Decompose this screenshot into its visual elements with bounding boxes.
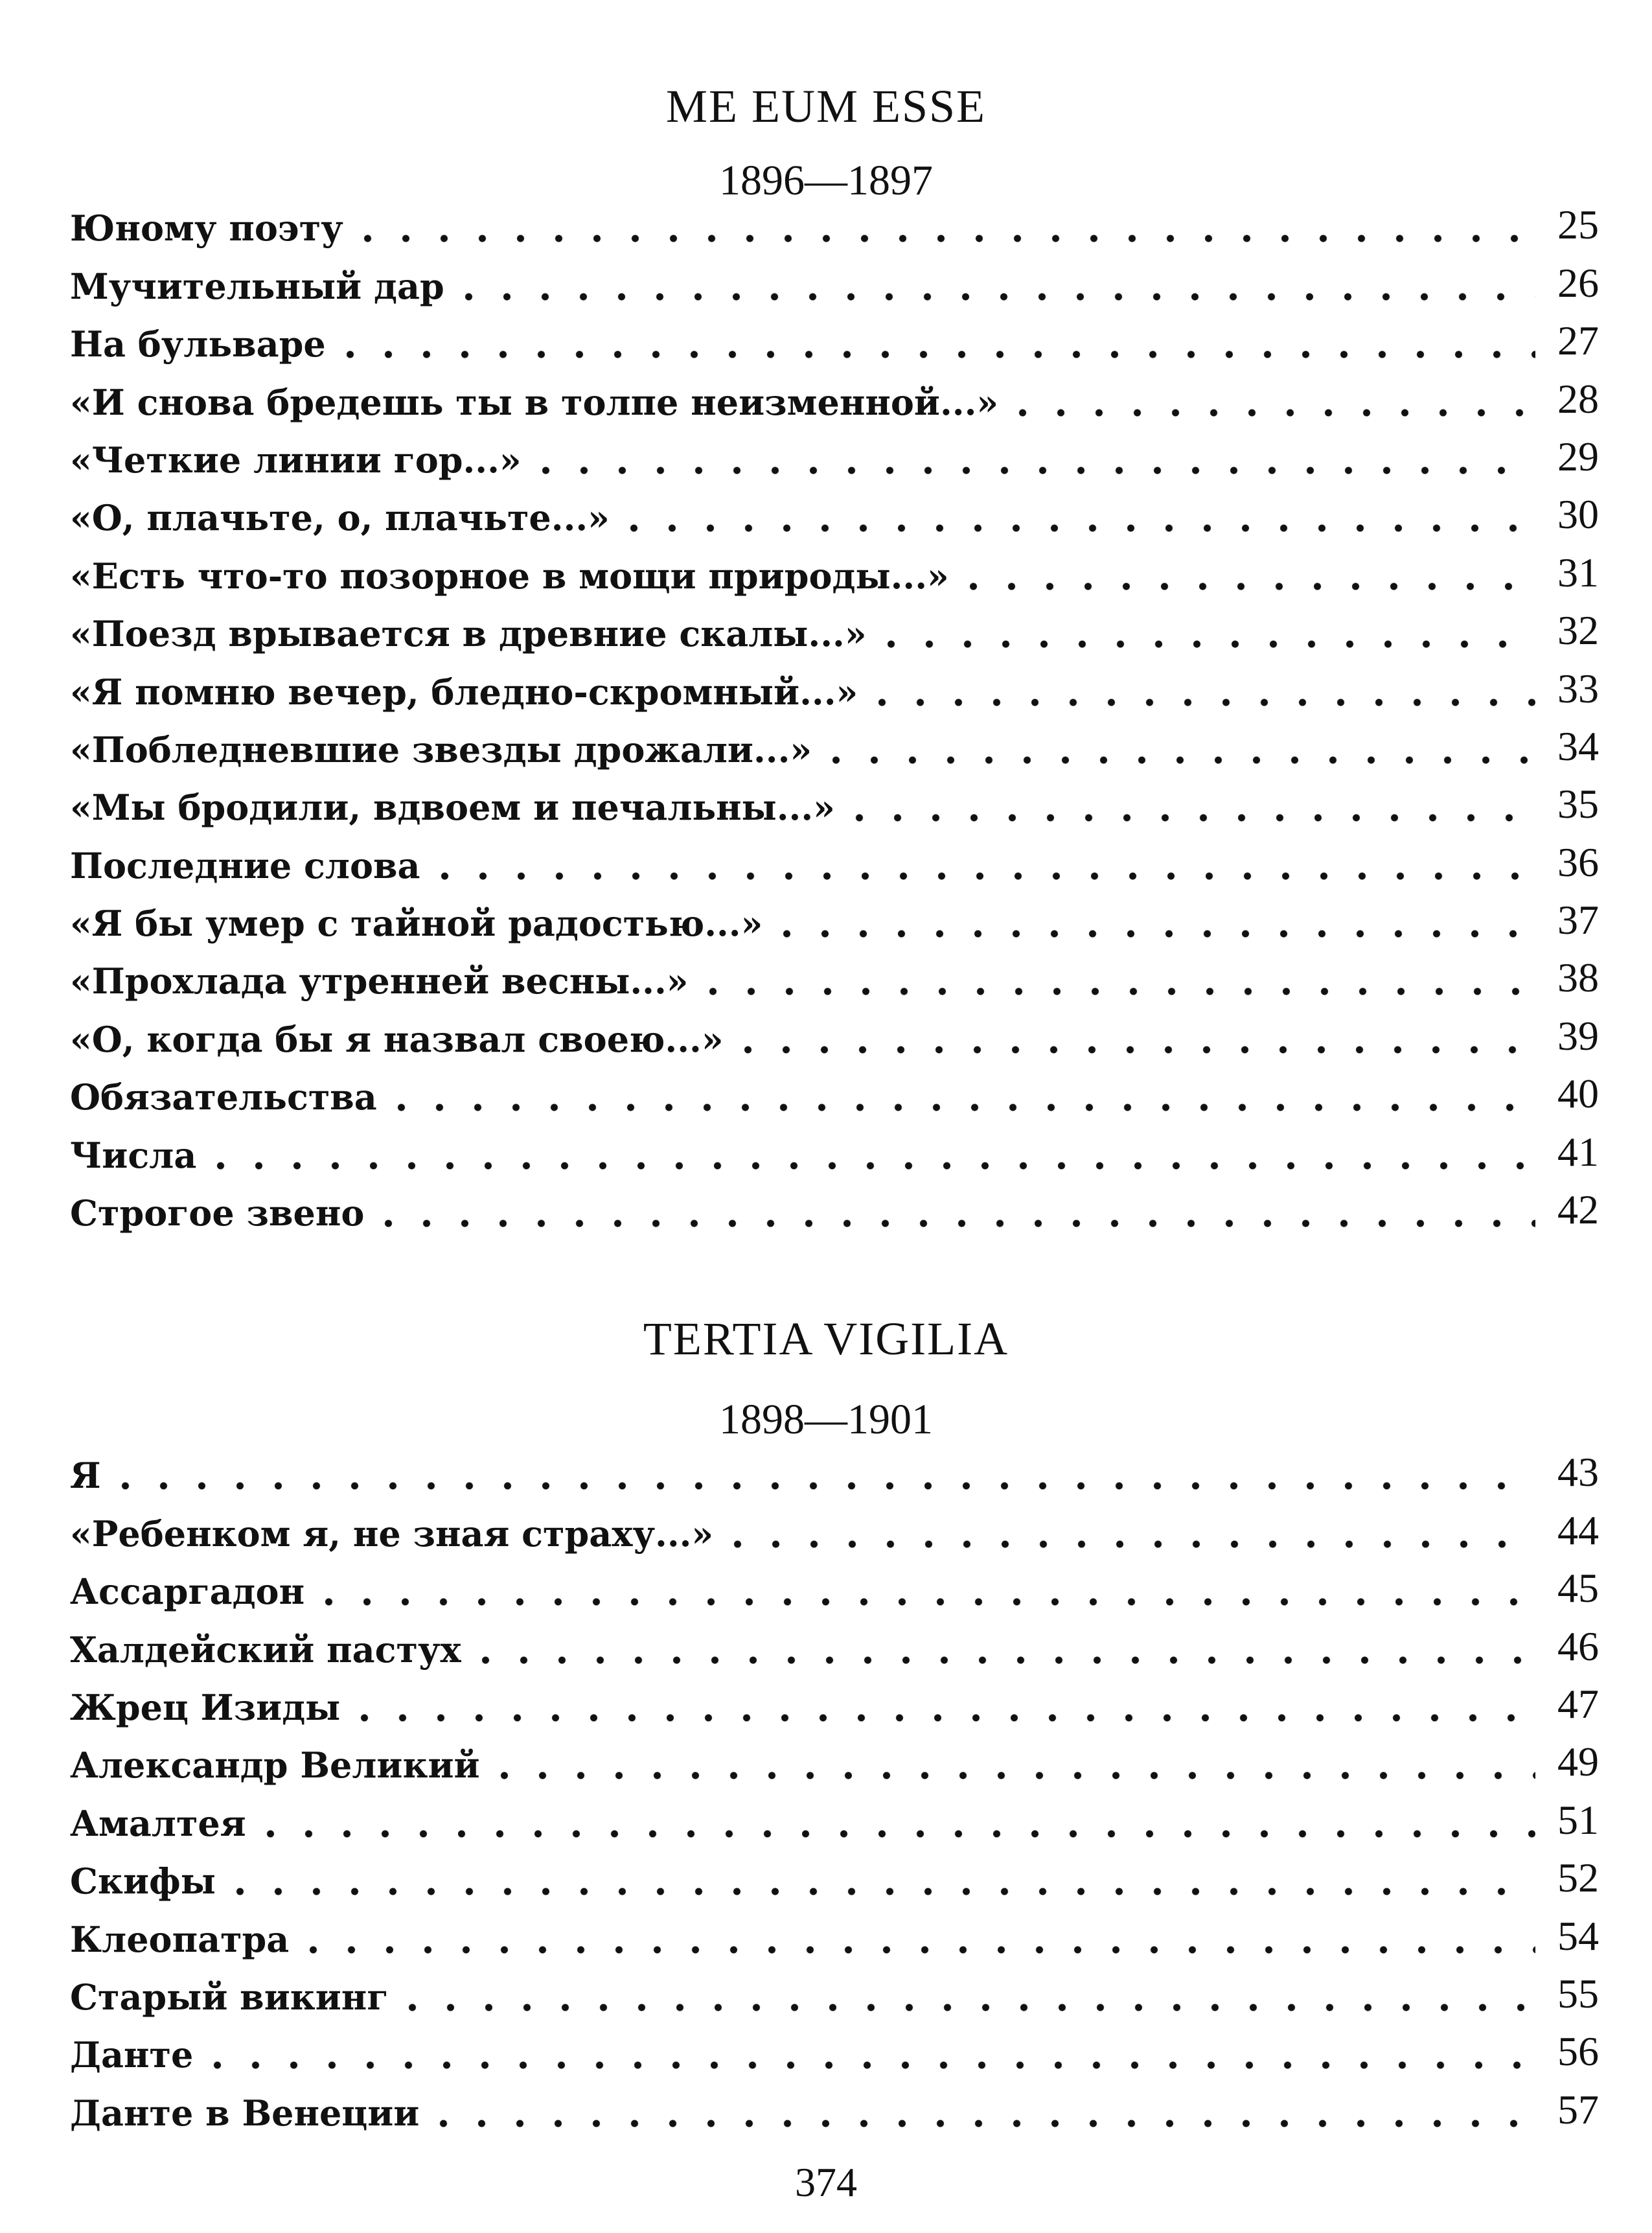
toc-entry-title: Жрец Изиды xyxy=(70,1690,345,1725)
toc-dot-leader xyxy=(694,964,1535,999)
toc-entry-page-number: 25 xyxy=(1557,202,1599,248)
toc-entry-title: Клеопатра xyxy=(70,1922,294,1957)
toc-dot-leader xyxy=(817,732,1535,767)
toc-dot-leader xyxy=(729,1022,1535,1057)
toc-dot-leader xyxy=(424,2096,1535,2131)
toc-entry-page-number: 39 xyxy=(1557,1012,1599,1059)
toc-entry xyxy=(70,1057,1599,1118)
toc-entry-title: Александр Великий xyxy=(70,1748,485,1783)
toc-entry xyxy=(70,999,1599,1060)
toc-entry-title: Юному поэту xyxy=(70,211,349,246)
toc-entry-page-number: 36 xyxy=(1557,839,1599,885)
toc-dot-leader xyxy=(251,1806,1535,1841)
toc-entry-title: «О, когда бы я назвал своею...» xyxy=(70,1022,729,1057)
toc-entry-page-number: 44 xyxy=(1557,1507,1599,1553)
toc-dot-leader xyxy=(615,500,1535,535)
toc-entry-page-number: 33 xyxy=(1557,665,1599,712)
toc-entry-title: «И снова бредешь ты в толпе неизменной...» xyxy=(70,385,1004,420)
toc-entry xyxy=(70,1493,1599,1555)
toc-entry-title: «Четкие линии гор...» xyxy=(70,443,527,478)
toc-list-me-eum-esse xyxy=(70,188,1599,1234)
toc-dot-leader xyxy=(426,848,1535,883)
section-title-me-eum-esse: ME EUM ESSE xyxy=(665,80,987,132)
toc-entry-page-number: 40 xyxy=(1557,1070,1599,1117)
toc-dot-leader xyxy=(201,1138,1535,1173)
toc-entry-title: Я xyxy=(70,1458,106,1493)
toc-entry xyxy=(70,1115,1599,1176)
toc-entry xyxy=(70,188,1599,249)
toc-entry-title: «Я помню вечер, бледно-скромный...» xyxy=(70,675,863,710)
toc-entry xyxy=(70,825,1599,886)
toc-entry xyxy=(70,2015,1599,2076)
toc-entry xyxy=(70,246,1599,307)
toc-dot-leader xyxy=(294,1922,1535,1957)
toc-dot-leader xyxy=(718,1516,1535,1551)
toc-dot-leader xyxy=(863,675,1535,710)
toc-entry-page-number: 29 xyxy=(1557,433,1599,480)
toc-entry-title: «Мы бродили, вдвоем и печальны...» xyxy=(70,790,840,825)
toc-entry xyxy=(70,1435,1599,1497)
toc-dot-leader xyxy=(349,211,1535,246)
toc-entry-page-number: 46 xyxy=(1557,1623,1599,1669)
toc-entry-page-number: 27 xyxy=(1557,318,1599,364)
toc-dot-leader xyxy=(382,1080,1535,1115)
toc-dot-leader xyxy=(331,327,1535,362)
toc-entry xyxy=(70,1667,1599,1728)
toc-entry xyxy=(70,1725,1599,1787)
toc-list-tertia-vigilia xyxy=(70,1435,1599,2134)
toc-dot-leader xyxy=(345,1690,1535,1725)
toc-dot-leader xyxy=(466,1632,1535,1667)
toc-dot-leader xyxy=(954,559,1535,594)
toc-entry-title: Строгое звено xyxy=(70,1196,369,1231)
section-years-1896-1897: 1896—1897 xyxy=(719,157,933,204)
toc-entry-title: Мучительный дар xyxy=(70,269,450,304)
toc-entry-page-number: 35 xyxy=(1557,781,1599,827)
toc-entry-title: Данте в Венеции xyxy=(70,2096,424,2131)
toc-entry xyxy=(70,594,1599,655)
toc-entry-title: «Есть что-то позорное в мощи природы...» xyxy=(70,559,954,594)
toc-entry-page-number: 57 xyxy=(1557,2086,1599,2133)
toc-dot-leader xyxy=(768,906,1535,941)
toc-entry-page-number: 26 xyxy=(1557,259,1599,306)
toc-entry-page-number: 52 xyxy=(1557,1855,1599,1901)
toc-dot-leader xyxy=(450,269,1535,304)
toc-entry xyxy=(70,710,1599,770)
toc-entry-page-number: 55 xyxy=(1557,1970,1599,2017)
toc-entry-page-number: 51 xyxy=(1557,1796,1599,1843)
toc-entry-page-number: 54 xyxy=(1557,1912,1599,1959)
toc-entry-page-number: 43 xyxy=(1557,1449,1599,1496)
toc-entry xyxy=(70,2072,1599,2134)
toc-dot-leader xyxy=(198,2037,1535,2072)
toc-dot-leader xyxy=(1004,385,1535,420)
toc-entry-page-number: 32 xyxy=(1557,607,1599,654)
toc-entry-page-number: 38 xyxy=(1557,955,1599,1001)
toc-entry-page-number: 47 xyxy=(1557,1680,1599,1727)
toc-entry-title: Данте xyxy=(70,2037,198,2072)
toc-dot-leader xyxy=(393,1980,1535,2015)
toc-entry xyxy=(70,1957,1599,2018)
toc-entry-title: Амалтея xyxy=(70,1806,251,1841)
toc-entry-title: «Прохлада утренней весны...» xyxy=(70,964,694,999)
toc-entry-page-number: 49 xyxy=(1557,1739,1599,1785)
page-number: 374 xyxy=(795,2159,857,2205)
section-years-1898-1901: 1898—1901 xyxy=(719,1396,933,1443)
toc-entry-title: Скифы xyxy=(70,1864,221,1899)
toc-entry-page-number: 56 xyxy=(1557,2028,1599,2075)
toc-entry xyxy=(70,1173,1599,1234)
toc-entry xyxy=(70,304,1599,365)
toc-dot-leader xyxy=(527,443,1535,478)
toc-entry-title: Числа xyxy=(70,1138,201,1173)
toc-entry-title: «Побледневшие звезды дрожали...» xyxy=(70,732,817,767)
toc-entry-page-number: 34 xyxy=(1557,723,1599,769)
toc-entry xyxy=(70,1841,1599,1903)
toc-dot-leader xyxy=(221,1864,1535,1899)
toc-entry-title: «Поезд врывается в древние скалы...» xyxy=(70,616,872,651)
toc-dot-leader xyxy=(485,1748,1535,1783)
toc-entry xyxy=(70,1609,1599,1671)
toc-entry xyxy=(70,362,1599,423)
toc-entry-page-number: 45 xyxy=(1557,1565,1599,1612)
toc-entry xyxy=(70,420,1599,481)
toc-entry xyxy=(70,883,1599,945)
section-title-tertia-vigilia: TERTIA VIGILIA xyxy=(643,1313,1009,1365)
toc-entry xyxy=(70,767,1599,829)
toc-entry xyxy=(70,478,1599,539)
toc-entry-page-number: 31 xyxy=(1557,549,1599,596)
toc-entry xyxy=(70,651,1599,713)
toc-entry-title: «Я бы умер с тайной радостью...» xyxy=(70,906,768,941)
toc-entry-page-number: 28 xyxy=(1557,375,1599,422)
toc-dot-leader xyxy=(840,790,1535,825)
toc-entry-title: «О, плачьте, о, плачьте...» xyxy=(70,500,615,535)
toc-dot-leader xyxy=(310,1574,1535,1609)
toc-entry-title: Последние слова xyxy=(70,848,426,883)
toc-dot-leader xyxy=(872,616,1535,651)
toc-entry-page-number: 41 xyxy=(1557,1128,1599,1175)
toc-entry xyxy=(70,1783,1599,1844)
toc-entry-page-number: 37 xyxy=(1557,897,1599,943)
toc-dot-leader xyxy=(369,1196,1535,1231)
toc-entry xyxy=(70,1551,1599,1613)
toc-entry-title: На бульваре xyxy=(70,327,331,362)
toc-entry xyxy=(70,941,1599,1002)
toc-entry-title: Старый викинг xyxy=(70,1980,393,2015)
toc-dot-leader xyxy=(106,1458,1535,1493)
toc-entry xyxy=(70,1899,1599,1960)
toc-entry xyxy=(70,535,1599,597)
toc-entry-title: Ассаргадон xyxy=(70,1574,310,1609)
toc-entry-title: «Ребенком я, не зная страху...» xyxy=(70,1516,718,1551)
toc-entry-page-number: 42 xyxy=(1557,1186,1599,1233)
toc-entry-title: Халдейский пастух xyxy=(70,1632,466,1667)
toc-entry-page-number: 30 xyxy=(1557,491,1599,538)
toc-entry-title: Обязательства xyxy=(70,1080,382,1115)
